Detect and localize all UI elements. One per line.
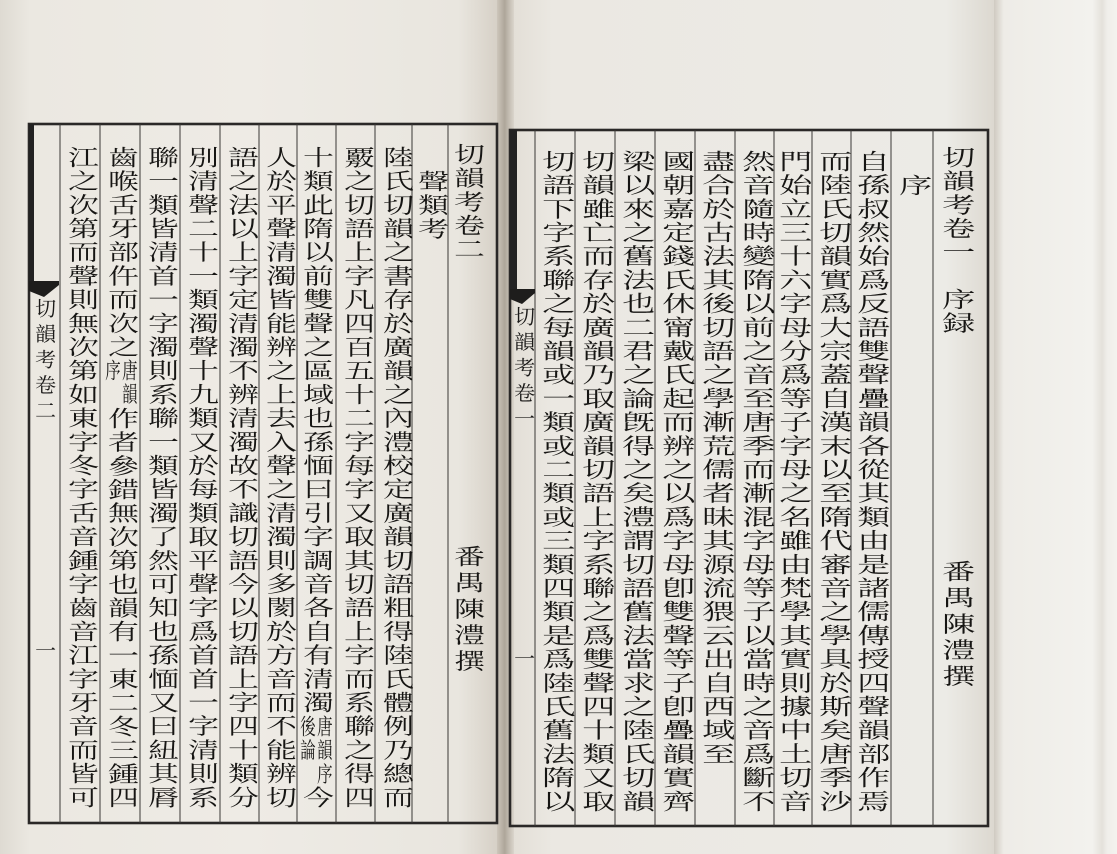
- line-text: 切語下字系聯之每韻或一類或二類或三類四類是爲陸氏舊法隋以: [537, 150, 575, 814]
- text-line: [63, 146, 97, 826]
- right-elephant-trunk-bar: [510, 130, 517, 290]
- left-title-column: [449, 143, 483, 823]
- text-line: [537, 150, 573, 830]
- text-line: [143, 146, 177, 826]
- chapter-heading: 序: [894, 174, 932, 198]
- margin-title-text: 切韻考卷二: [31, 298, 57, 426]
- text-line: [814, 150, 850, 830]
- section-title: 序録: [937, 288, 975, 336]
- interlinear-note: [103, 359, 137, 407]
- text-line: [617, 150, 653, 830]
- chapter-heading: 聲類考: [413, 170, 449, 242]
- line-text: 十類此隋以前雙聲之區域也孫愐曰引字調音各自有清濁: [298, 146, 334, 715]
- text-line: [852, 150, 888, 830]
- line-text: 梁以來之舊法也二君之論旣得之矣澧謂切語舊法當求之陸氏切韻: [617, 150, 655, 814]
- volume-title: 切韻考卷一: [937, 146, 975, 265]
- text-line: [577, 150, 613, 830]
- center-margin-leaf-number: [510, 648, 535, 808]
- right-heading-column: [894, 150, 930, 830]
- text-line: [378, 146, 412, 826]
- leaf-number-text: 一: [510, 648, 536, 674]
- note-left-column: 序: [103, 359, 122, 383]
- text-line: [697, 150, 733, 830]
- text-line: [737, 150, 773, 830]
- line-text: 門始立三十六字母分爲等子字母之名雖由梵學其實則據中土切音: [774, 150, 812, 814]
- line-text: 江之次第而聲則無次第如東字冬字舌音鍾字齒音江字牙音而皆可: [63, 146, 99, 810]
- line-text: 陸氏切韻之書存於廣韻之內澧校定廣韻切語粗得陸氏體例乃總而: [378, 146, 414, 810]
- text-line: [774, 150, 810, 830]
- center-margin-leaf-number: [31, 640, 56, 800]
- line-text: 而陸氏切韻實爲大宗蓋自漢末以至隋代審音之學具於斯矣唐季沙: [814, 150, 852, 814]
- text-line: [103, 146, 137, 826]
- line-text: 語之法以上字定清濁不辨清濁故不識切語今以切語上字四十類分: [223, 146, 259, 810]
- volume-title: 切韻考卷二: [449, 143, 485, 262]
- line-text-continued: 今: [298, 786, 334, 810]
- left-elephant-trunk-bar: [29, 124, 34, 282]
- text-line: [657, 150, 693, 830]
- line-text: 然音隨時變隋以前之音至唐季而漸混字母等子以當時之音爲斷不: [737, 150, 775, 814]
- margin-title-text: 切韻考卷一: [510, 306, 536, 434]
- center-margin-title: [510, 306, 535, 466]
- line-text: 國朝嘉定錢氏休甯戴氏起而辨之以爲字母卽雙聲等子卽疊韻實齊: [657, 150, 695, 814]
- text-line: [339, 146, 373, 826]
- text-line: [183, 146, 217, 826]
- right-title-column: [937, 146, 973, 826]
- line-text: 別清聲二十一類濁聲十九類又於每類取平聲字爲首首一字清則系: [183, 146, 219, 810]
- note-right-column: 唐韻序: [315, 715, 334, 787]
- line-text: 人於平聲清濁皆能辨之上去入聲之清濁則多閡於方音而不能辨切: [261, 146, 297, 810]
- text-line: [298, 146, 332, 826]
- leaf-number-text: 一: [31, 640, 57, 666]
- author-line: 番禺陳澧撰: [449, 545, 485, 676]
- center-margin-title: [31, 298, 56, 458]
- line-text: 覈之切語上字凡四百五十二字每字又取其切語上字而系聯之得四: [339, 146, 375, 810]
- line-text: 切韻雖亡而存於廣韻乃取廣韻切語上字系聯之爲雙聲四十類又取: [577, 150, 615, 814]
- right-fish-tail-mark: [510, 289, 535, 304]
- line-text: 盡合於古法其後切語之學漸荒儒者昧其源流猥云出自西域至: [697, 150, 735, 767]
- line-text: 齒喉舌牙部仵而次之: [103, 146, 139, 360]
- interlinear-note: [298, 715, 332, 787]
- line-text: 聯一類皆清首一字濁則系聯一類皆濁了然可知也孫愐又曰紐其脣: [143, 146, 179, 810]
- line-text: 自孫叔然始爲反語雙聲疊韻各從其類由是諸儒傳授四聲韻部作焉: [852, 150, 890, 814]
- note-right-column: 唐韻: [120, 359, 139, 407]
- author-line: 番禺陳澧撰: [937, 560, 975, 691]
- left-heading-column: [413, 146, 447, 826]
- left-fish-tail-mark: [29, 281, 59, 297]
- text-line: [261, 146, 295, 826]
- line-text-continued: 作者參錯無次第也韻有一東二冬三鍾四: [103, 407, 139, 810]
- text-line: [223, 146, 257, 826]
- note-left-column: 後論: [298, 715, 317, 763]
